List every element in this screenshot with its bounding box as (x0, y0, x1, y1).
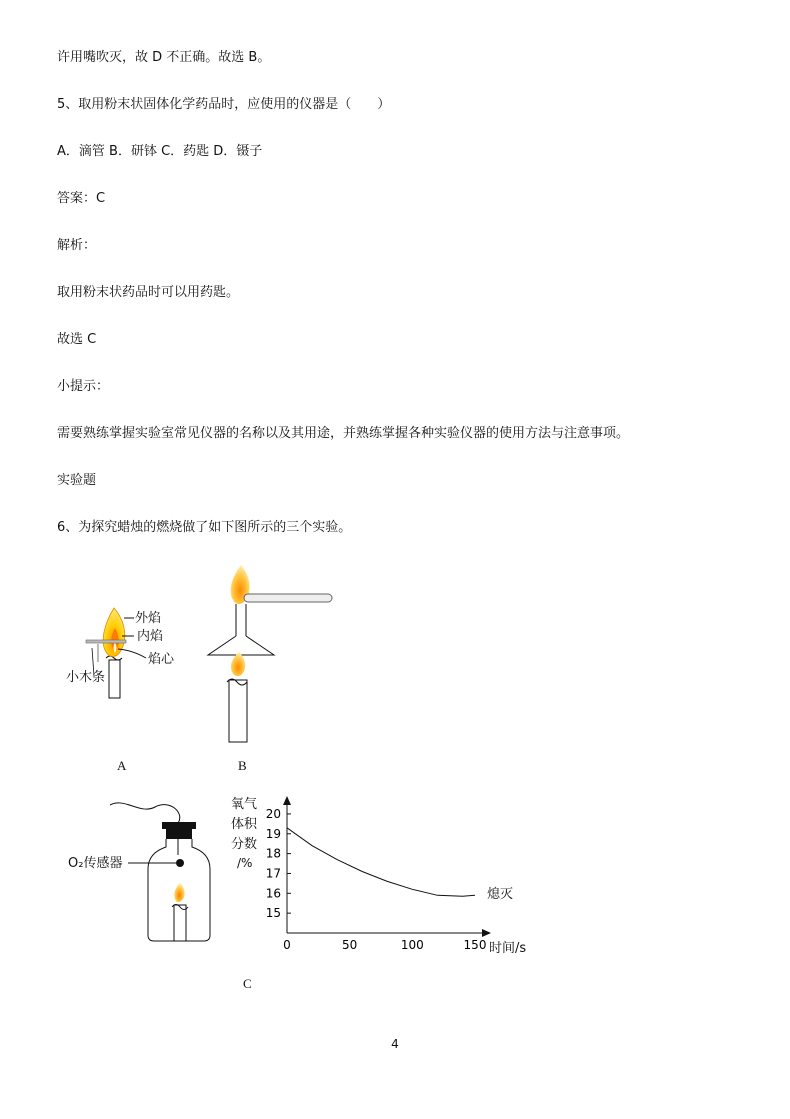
figure-a-label: A (117, 758, 127, 773)
ylabel-line-4: /% (237, 856, 253, 870)
label-outer-flame: 外焰 (135, 611, 162, 626)
options-5: A．滴管 B．研钵 C．药匙 D．镊子 (57, 144, 263, 159)
figure-a-candle-diagram (60, 600, 200, 710)
page-number: 4 (391, 1037, 399, 1051)
analysis-text: 取用粉末状药品时可以用药匙。 (57, 285, 240, 300)
x-tick-label: 0 (283, 938, 291, 952)
section-title: 实验题 (57, 473, 97, 488)
figure-c-label: C (243, 976, 252, 991)
y-tick-label: 19 (265, 826, 281, 841)
x-axis-arrow (482, 929, 491, 937)
question-6: 6、为探究蜡烛的燃烧做了如下图所示的三个实验。 (57, 520, 352, 535)
y-tick-label: 15 (265, 906, 281, 921)
question-5: 5、取用粉末状固体化学药品时，应使用的仪器是（ ） (57, 97, 391, 112)
y-tick-label: 20 (265, 806, 281, 821)
answer-5: 答案：C (57, 191, 106, 206)
ylabel-line-1: 氧气 (231, 797, 258, 812)
tip-text: 需要熟练掌握实验室常见仪器的名称以及其用途，并熟练掌握各种实验仪器的使用方法与注意事项。 (57, 426, 630, 441)
ylabel-line-2: 体积 (231, 817, 258, 832)
x-tick-label: 100 (400, 938, 424, 952)
y-axis-arrow (283, 796, 291, 805)
figure-b-label: B (238, 758, 247, 773)
annotation-extinguish: 熄灭 (487, 887, 514, 902)
y-tick-label: 18 (265, 846, 281, 861)
label-inner-flame: 内焰 (137, 629, 164, 644)
text-line-1: 许用嘴吹灭，故 D 不正确。故选 B。 (57, 50, 271, 65)
xlabel: 时间/s (489, 941, 527, 956)
oxygen-volume-chart (225, 790, 545, 965)
analysis-label: 解析： (57, 238, 97, 253)
x-tick-label: 150 (463, 938, 487, 952)
y-tick-label: 16 (265, 886, 281, 901)
choice-text: 故选 C (57, 332, 97, 347)
label-flame-core: 焰心 (148, 652, 175, 667)
series-line (287, 828, 475, 897)
label-o2-sensor: O₂传感器 (68, 856, 123, 871)
figure-b-candle-diagram (200, 560, 340, 750)
ylabel-line-3: 分数 (231, 837, 258, 852)
x-tick-label: 50 (342, 938, 358, 952)
tip-label: 小提示： (57, 379, 110, 394)
y-tick-label: 17 (265, 866, 281, 881)
label-stick: 小木条 (66, 670, 106, 685)
